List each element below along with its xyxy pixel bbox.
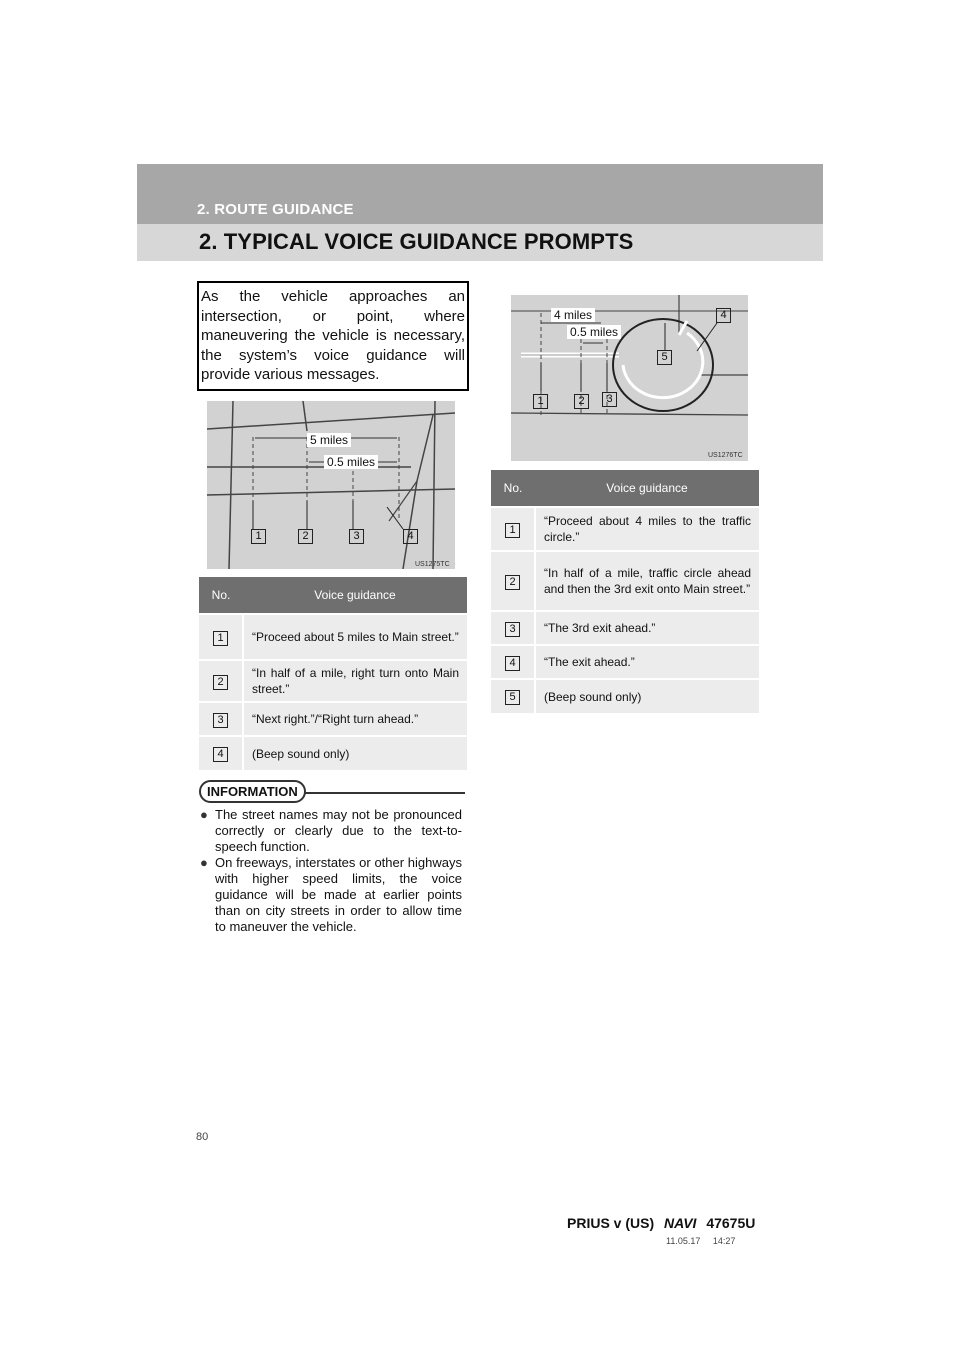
- marker-2: 2: [298, 529, 313, 544]
- bullet-icon: ●: [200, 855, 208, 870]
- figure-code: US1276TC: [708, 452, 743, 459]
- footer-date: 11.05.17: [666, 1236, 701, 1246]
- page-title: 2. TYPICAL VOICE GUIDANCE PROMPTS: [199, 229, 634, 254]
- distance-label-near: 0.5 miles: [324, 455, 378, 469]
- information-badge: INFORMATION: [199, 780, 306, 803]
- distance-label-far: 4 miles: [551, 308, 595, 322]
- model-prefix: PRIUS v (US): [567, 1215, 655, 1231]
- footer-stamp: [666, 1236, 735, 1246]
- voice-text: “The 3rd exit ahead.”: [535, 611, 759, 645]
- voice-text: “Proceed about 4 miles to the traffic circle.”: [535, 507, 759, 551]
- marker-5: 5: [657, 350, 672, 365]
- voice-guidance-table-2: [491, 470, 759, 713]
- col-voice-header: Voice guidance: [535, 470, 759, 507]
- model-navi: NAVI: [664, 1215, 697, 1231]
- marker-1: 1: [533, 394, 548, 409]
- table-row: [491, 611, 759, 645]
- col-no-header: No.: [491, 470, 535, 507]
- footer-model: [567, 1215, 755, 1231]
- col-no-header: No.: [199, 577, 243, 614]
- marker-2: 2: [574, 394, 589, 409]
- footer-time: 14:27: [712, 1236, 736, 1246]
- table-row: [491, 507, 759, 551]
- info-item-1: ● The street names may not be pronounced correctly or clearly due to the text-to-speech function.: [200, 807, 462, 854]
- table-row: [199, 702, 467, 736]
- map-figure-1: [207, 401, 455, 569]
- intro-box: As the vehicle approaches an intersection, or point, where maneuvering the vehicle is necessary, the system’s voice guidance will provide various messages.: [197, 281, 469, 391]
- col-voice-header: Voice guidance: [243, 577, 467, 614]
- voice-text: “In half of a mile, traffic circle ahead and then the 3rd exit onto Main street.”: [535, 551, 759, 611]
- voice-guidance-table-1: [199, 577, 467, 770]
- marker-4: 4: [716, 308, 731, 323]
- voice-text: (Beep sound only): [535, 679, 759, 713]
- map-figure-2-svg: [511, 295, 748, 461]
- section-label: 2. ROUTE GUIDANCE: [197, 201, 354, 218]
- table-row: [491, 645, 759, 679]
- row-number: 2: [505, 575, 520, 590]
- table-row: [491, 551, 759, 611]
- distance-label-near: 0.5 miles: [567, 325, 621, 339]
- page-number: 80: [196, 1131, 209, 1143]
- table-row: [491, 679, 759, 713]
- voice-text: “Proceed about 5 miles to Main street.”: [243, 614, 467, 660]
- voice-text: “Next right.”/“Right turn ahead.”: [243, 702, 467, 736]
- marker-4: 4: [403, 529, 418, 544]
- bullet-icon: ●: [200, 807, 208, 822]
- marker-3: 3: [602, 392, 617, 407]
- row-number: 1: [505, 523, 520, 538]
- information-rule: [305, 792, 465, 794]
- row-number: 3: [213, 713, 228, 728]
- row-number: 1: [213, 631, 228, 646]
- distance-label-far: 5 miles: [307, 433, 351, 447]
- figure-code: US1275TC: [415, 561, 450, 568]
- row-number: 4: [505, 656, 520, 671]
- table-row: [199, 614, 467, 660]
- row-number: 3: [505, 622, 520, 637]
- row-number: 2: [213, 675, 228, 690]
- voice-text: (Beep sound only): [243, 736, 467, 770]
- table-row: [199, 736, 467, 770]
- voice-text: “The exit ahead.”: [535, 645, 759, 679]
- table-row: [199, 660, 467, 702]
- row-number: 5: [505, 690, 520, 705]
- map-figure-2: [511, 295, 748, 461]
- voice-text: “In half of a mile, right turn onto Main street.”: [243, 660, 467, 702]
- marker-3: 3: [349, 529, 364, 544]
- model-code: 47675U: [706, 1215, 756, 1231]
- info-item-2: ● On freeways, interstates or other highways with higher speed limits, the voice guidance will be made at earlier points than on city streets in order to allow time to maneuver the vehicle.: [200, 855, 462, 934]
- marker-1: 1: [251, 529, 266, 544]
- row-number: 4: [213, 747, 228, 762]
